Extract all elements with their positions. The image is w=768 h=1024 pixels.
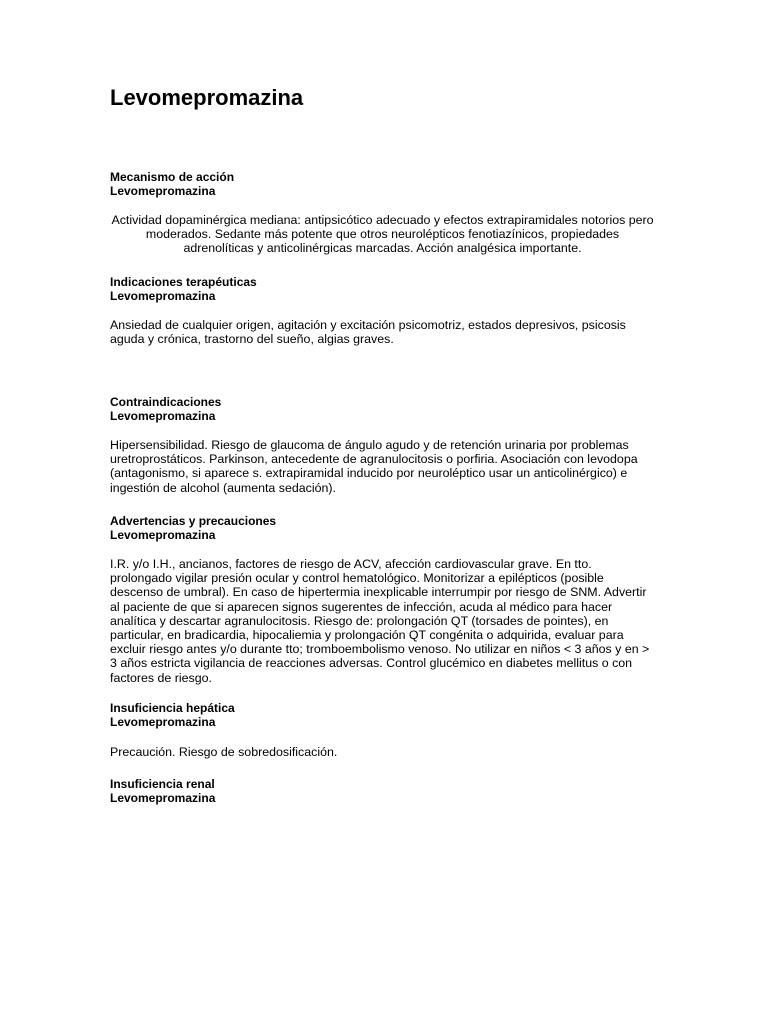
section-subheading: Levomepromazina (110, 289, 216, 303)
section-body-text: I.R. y/o I.H., ancianos, factores de riesgo de ACV, afección cardiovascular grave. En tto. prolongado vigilar presión ocular y control hematológico. Monitorizar a epilépticos (posible descenso de umbral). En caso de hipertermia inexplicable interrumpir por riesgo de SNM. Advertir al paciente de que si aparecen signos sugerentes de infección, acuda al médico para hacer analítica y descartar agranulocitosis. Riesgo de: prolongación QT (torsades de pointes), en particular, en bradicardia, hipocaliemia y prolongación QT congénita o adquirida, evaluar para excluir riesgo antes y/o durante tto; tromboembolismo venoso. No utilizar en niños < 3 años y en > 3 años estricta vigilancia de reacciones adversas. Control glucémico en diabetes mellitus o con factores de riesgo. (110, 557, 650, 685)
section-heading: Contraindicaciones (110, 395, 222, 409)
section-heading: Mecanismo de acción (110, 170, 235, 184)
document-title: Levomepromazina (110, 85, 304, 110)
section-subheading: Levomepromazina (110, 715, 216, 729)
section-insuficiencia-hepatica (110, 701, 655, 759)
section-contraindicaciones (110, 395, 655, 495)
section-insuficiencia-renal (110, 777, 655, 805)
section-advertencias-y-precauciones (110, 514, 655, 685)
section-heading: Insuficiencia renal (110, 777, 215, 791)
section-indicaciones-terapeuticas (110, 275, 655, 346)
section-body-text: Ansiedad de cualquier origen, agitación y excitación psicomotriz, estados depresivos, psicosis aguda y crónica, trastorno del sueño, algias graves. (110, 318, 626, 347)
section-heading: Insuficiencia hepática (110, 701, 235, 715)
section-heading: Indicaciones terapéuticas (110, 275, 257, 289)
section-subheading: Levomepromazina (110, 184, 216, 198)
section-subheading: Levomepromazina (110, 528, 216, 542)
section-body-text: Precaución. Riesgo de sobredosificación. (110, 745, 338, 759)
section-body-text: Hipersensibilidad. Riesgo de glaucoma de ángulo agudo y de retención urinaria por problemas uretroprostáticos. Parkinson, antecedente de agranulocitosis o porfiria. Asociación con levodopa (antagonismo, si aparece s. extrapiramidal inducido por neuroléptico usar un anticolinérgico) e ingestión de alcohol (aumenta sedación). (110, 438, 638, 495)
section-body-text: Actividad dopaminérgica mediana: antipsicótico adecuado y efectos extrapiramidales notorios pero moderados. Sedante más potente que otros neurolépticos fenotiazínicos, propiedades adrenolíticas y anticolinérgicas marcadas. Acción analgésica importante. (111, 213, 654, 256)
section-subheading: Levomepromazina (110, 409, 216, 423)
section-subheading: Levomepromazina (110, 791, 216, 805)
section-mecanismo-de-accion (110, 170, 655, 256)
section-heading: Advertencias y precauciones (110, 514, 277, 528)
